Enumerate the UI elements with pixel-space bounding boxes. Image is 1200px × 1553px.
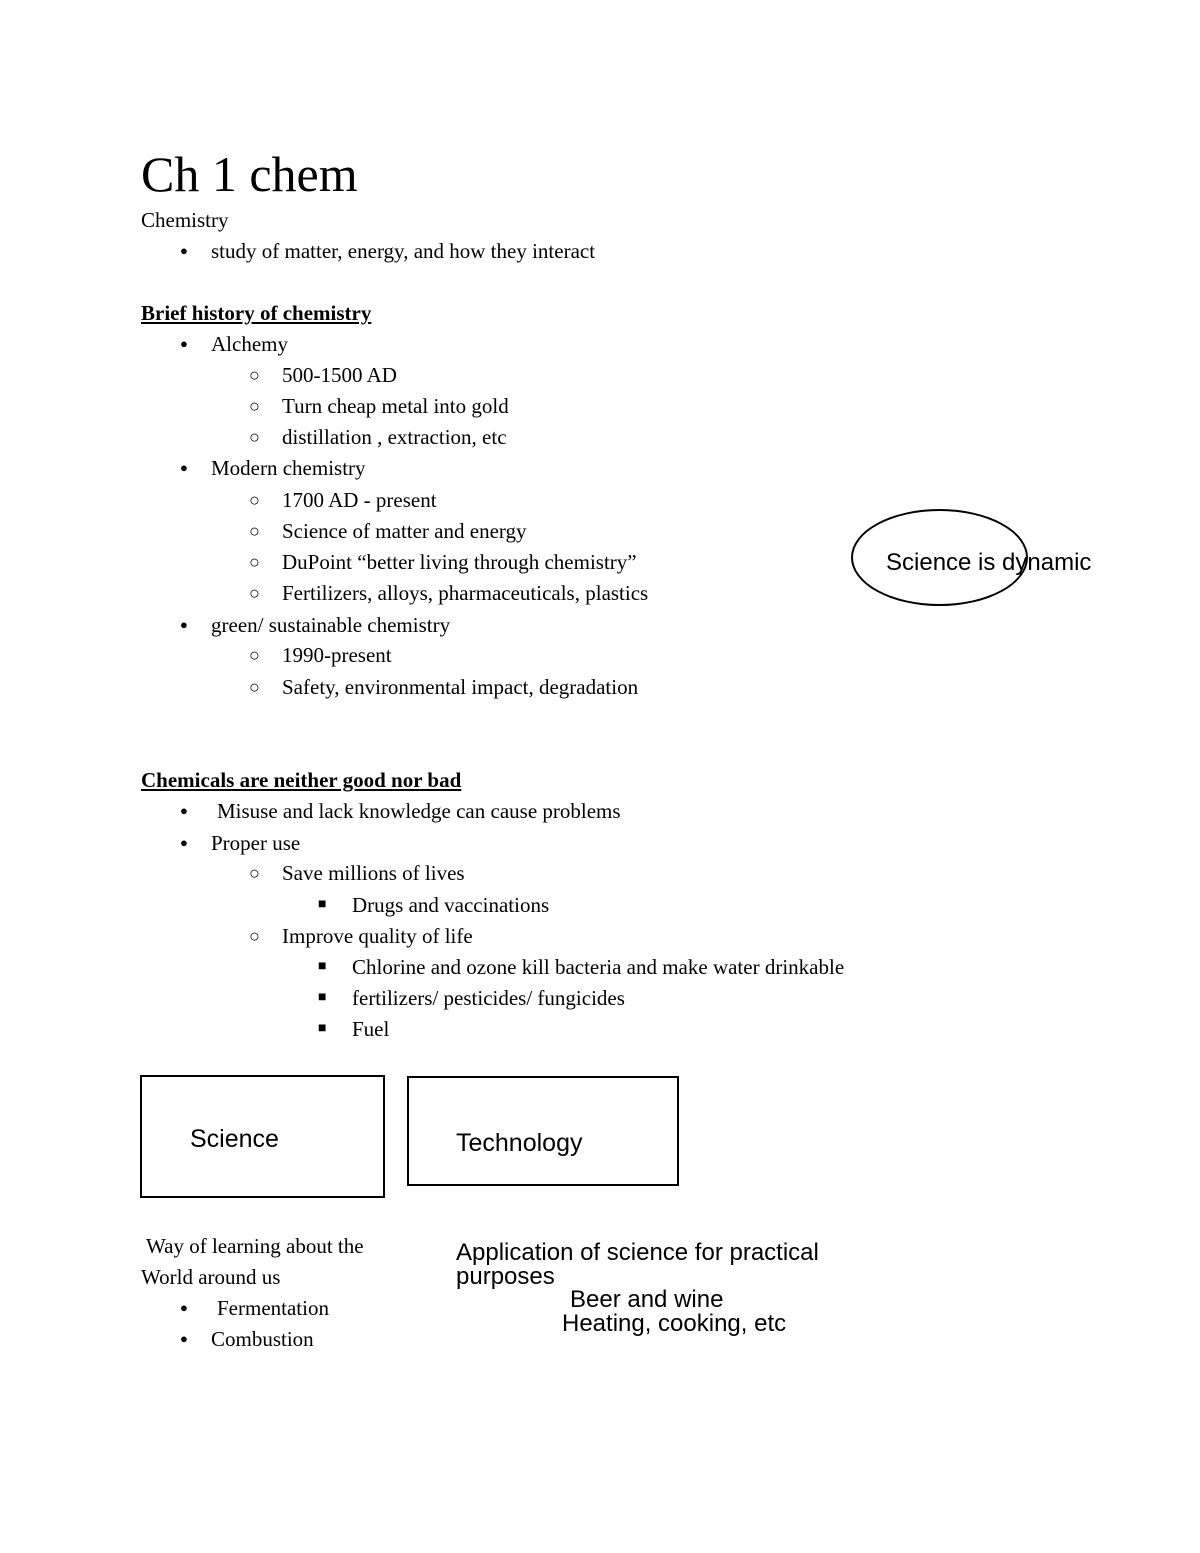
bullet-square: ■ — [318, 990, 327, 1005]
list-item: 1700 AD - present — [282, 488, 437, 512]
list-item: Turn cheap metal into gold — [282, 394, 509, 418]
chemistry-term: Chemistry — [141, 208, 229, 232]
list-item: Fuel — [352, 1017, 390, 1041]
bullet-circle: ○ — [249, 863, 260, 883]
era-green: green/ sustainable chemistry — [211, 613, 451, 637]
bullet-circle: ○ — [249, 552, 260, 572]
era-modern: Modern chemistry — [211, 456, 366, 480]
bullet-dot: ● — [180, 243, 188, 258]
list-item: 1990-present — [282, 643, 392, 667]
science-description: Way of learning about the — [146, 1234, 364, 1258]
bullet-circle: ○ — [249, 645, 260, 665]
bullet-circle: ○ — [249, 926, 260, 946]
technology-description: purposes — [456, 1263, 555, 1290]
list-item: Drugs and vaccinations — [352, 893, 550, 917]
list-item: fertilizers/ pesticides/ fungicides — [352, 986, 625, 1010]
bullet-dot: ● — [180, 835, 188, 850]
callout-text: Science is dynamic — [886, 549, 1092, 576]
science-description: World around us — [141, 1265, 281, 1289]
bullet-circle: ○ — [249, 521, 260, 541]
list-item: DuPoint “better living through chemistry” — [282, 550, 637, 574]
bullet-circle: ○ — [249, 677, 260, 697]
bullet-circle: ○ — [249, 427, 260, 447]
era-alchemy: Alchemy — [211, 332, 288, 356]
bullet-dot: ● — [180, 803, 188, 818]
bullet-circle: ○ — [249, 396, 260, 416]
bullet-square: ■ — [318, 1021, 327, 1036]
page-title: Ch 1 chem — [141, 146, 358, 202]
bullet-square: ■ — [318, 959, 327, 974]
improve-life-text: Improve quality of life — [282, 924, 473, 948]
bullet-circle: ○ — [249, 365, 260, 385]
list-item: Fertilizers, alloys, pharmaceuticals, plastics — [282, 581, 649, 605]
technology-box-label: Technology — [456, 1129, 583, 1157]
proper-use-text: Proper use — [211, 831, 301, 855]
history-heading: Brief history of chemistry — [141, 301, 372, 325]
list-item: Science of matter and energy — [282, 519, 527, 543]
list-item: Chlorine and ozone kill bacteria and make water drinkable — [352, 955, 845, 979]
list-item: 500-1500 AD — [282, 363, 397, 387]
list-item: Safety, environmental impact, degradation — [282, 675, 639, 699]
bullet-dot: ● — [180, 617, 188, 632]
bullet-circle: ○ — [249, 490, 260, 510]
technology-example: Heating, cooking, etc — [562, 1310, 787, 1337]
chemicals-heading: Chemicals are neither good nor bad — [141, 768, 462, 792]
bullet-dot: ● — [180, 336, 188, 351]
list-item: Combustion — [211, 1327, 314, 1351]
chemistry-definition: study of matter, energy, and how they interact — [211, 239, 596, 263]
technology-description: Application of science for practical — [456, 1239, 819, 1266]
misuse-text: Misuse and lack knowledge can cause problems — [217, 799, 621, 823]
technology-example: Beer and wine — [570, 1286, 724, 1313]
list-item: distillation , extraction, etc — [282, 425, 507, 449]
bullet-dot: ● — [180, 460, 188, 475]
science-box-label: Science — [190, 1125, 279, 1153]
save-lives-text: Save millions of lives — [282, 861, 465, 885]
bullet-dot: ● — [180, 1331, 188, 1346]
bullet-circle: ○ — [249, 583, 260, 603]
bullet-dot: ● — [180, 1300, 188, 1315]
list-item: Fermentation — [217, 1296, 329, 1320]
bullet-square: ■ — [318, 897, 327, 912]
